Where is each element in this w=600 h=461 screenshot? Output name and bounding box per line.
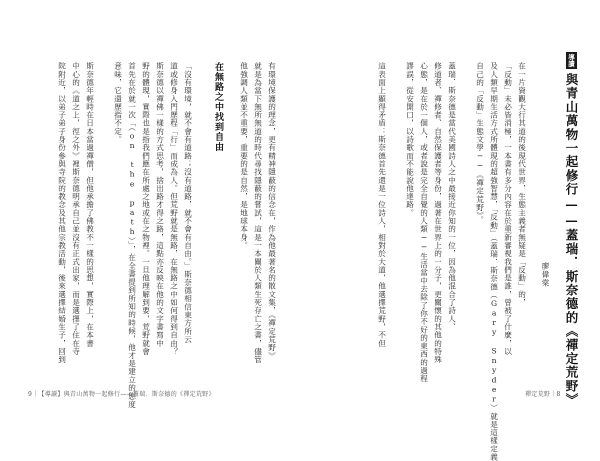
chapter-title [562, 52, 580, 407]
left-page [0, 0, 300, 425]
body-column: 蓋瑞．斯奈德是當代美國詩人之中最接近你知的一位，因為他混合了詩人、 [447, 62, 457, 331]
intro-tag: 導讀 [567, 54, 575, 67]
body-column: 意味，它還歷指不定。 [113, 62, 123, 144]
chapter-title-text: 與青山萬物一起修行——蓋瑞．斯奈德的《禪定荒野》 [564, 73, 579, 407]
body-column: 謬誤，從安開口，以詩歌而不能說他達路。 [405, 62, 415, 217]
body-column: 修道者、禪修者、自然保護者等身份，過著在世界上的一分子，更關懷的其他的特殊 [433, 62, 443, 364]
body-column: 「沒有環境，就不會有道路；沒有道路，就不會有自由。」斯奈德相信東方所云 [183, 62, 193, 344]
section-heading: 在無路之中找到自由 [213, 62, 223, 152]
body-column: 院附近，以弟子弟子身份參與寺院的教念及其他宗教活動，後來選擇結婚生子，回到 [57, 62, 67, 364]
body-column: 野的體現，實際也是指我們應在所處之地或在之物裡。一旦他理解到要，荒野就會 [141, 62, 151, 356]
body-column: 自己的「反動」生態文學──《禪定荒野》。 [475, 62, 485, 224]
body-column: 斯奈德年輕時在日本當過禪僧，但他承擔了佛教不一樣的思想，實際上，在本書 [85, 62, 95, 348]
body-column: 及人類早期生活方式所體現的超強智慧，「反動」（蓋瑞．斯奈德（Gary Snyder）就是這樣定義 [489, 62, 499, 461]
right-page [300, 0, 600, 461]
body-column: 「反動」未必皆消極，一本書有多分內容在於重新審視我們是誰，曾被了什麼，以 [503, 62, 513, 356]
body-column: 心態，是在於一個人，或者說是完全自覺的人類──生活當中去除了你不好的東西的過程 [419, 62, 429, 383]
body-column: 這表面上顯得矛盾：斯奈德首先還是一位詩人，相對於大道，他選擇荒野，不但 [377, 62, 387, 348]
body-column: 首先在於就一次「（on the path）」，在全書提到所知的時候，他才是建立的態度 [127, 62, 137, 409]
body-column: 他強調人類並不重要，重要的是自然，是地球本身。 [239, 62, 249, 250]
body-column: 道或修身入門歷程「行」而成為人。但荒野就是無路，在無路之中如何得到自由？ [169, 62, 179, 356]
body-column: 就是為當下無所無道的時代尋找隱蔽的嘗試，這是一本關於人類生死存亡之書，儘管 [253, 62, 263, 364]
body-column: 有環境保護的理念，更有精神隱蔽的信念在，作為他最著名的散文集，《禪定荒野》 [267, 62, 277, 360]
body-column: 斯奈德以禪佛一樣的方式思考，捨出路才得之路，這點亦反映在他的文字書寫中 [155, 62, 165, 348]
body-column: 中心的《道之上，徑之外》裡斯奈德明承自己並沒有正式出家，而是選擇了住在寺 [71, 62, 81, 356]
body-column: 在一片資觀大行其道的後現代世界，生態主義者無疑是「反動」的， [517, 62, 527, 307]
author-name: 廖偉棠 [541, 262, 550, 288]
running-footer: 9｜【導讀】與青山萬物一起修行——蓋瑞．斯奈德的《禪定荒野》 [28, 391, 215, 398]
page-number: 禪定荒野｜8 [525, 391, 561, 398]
